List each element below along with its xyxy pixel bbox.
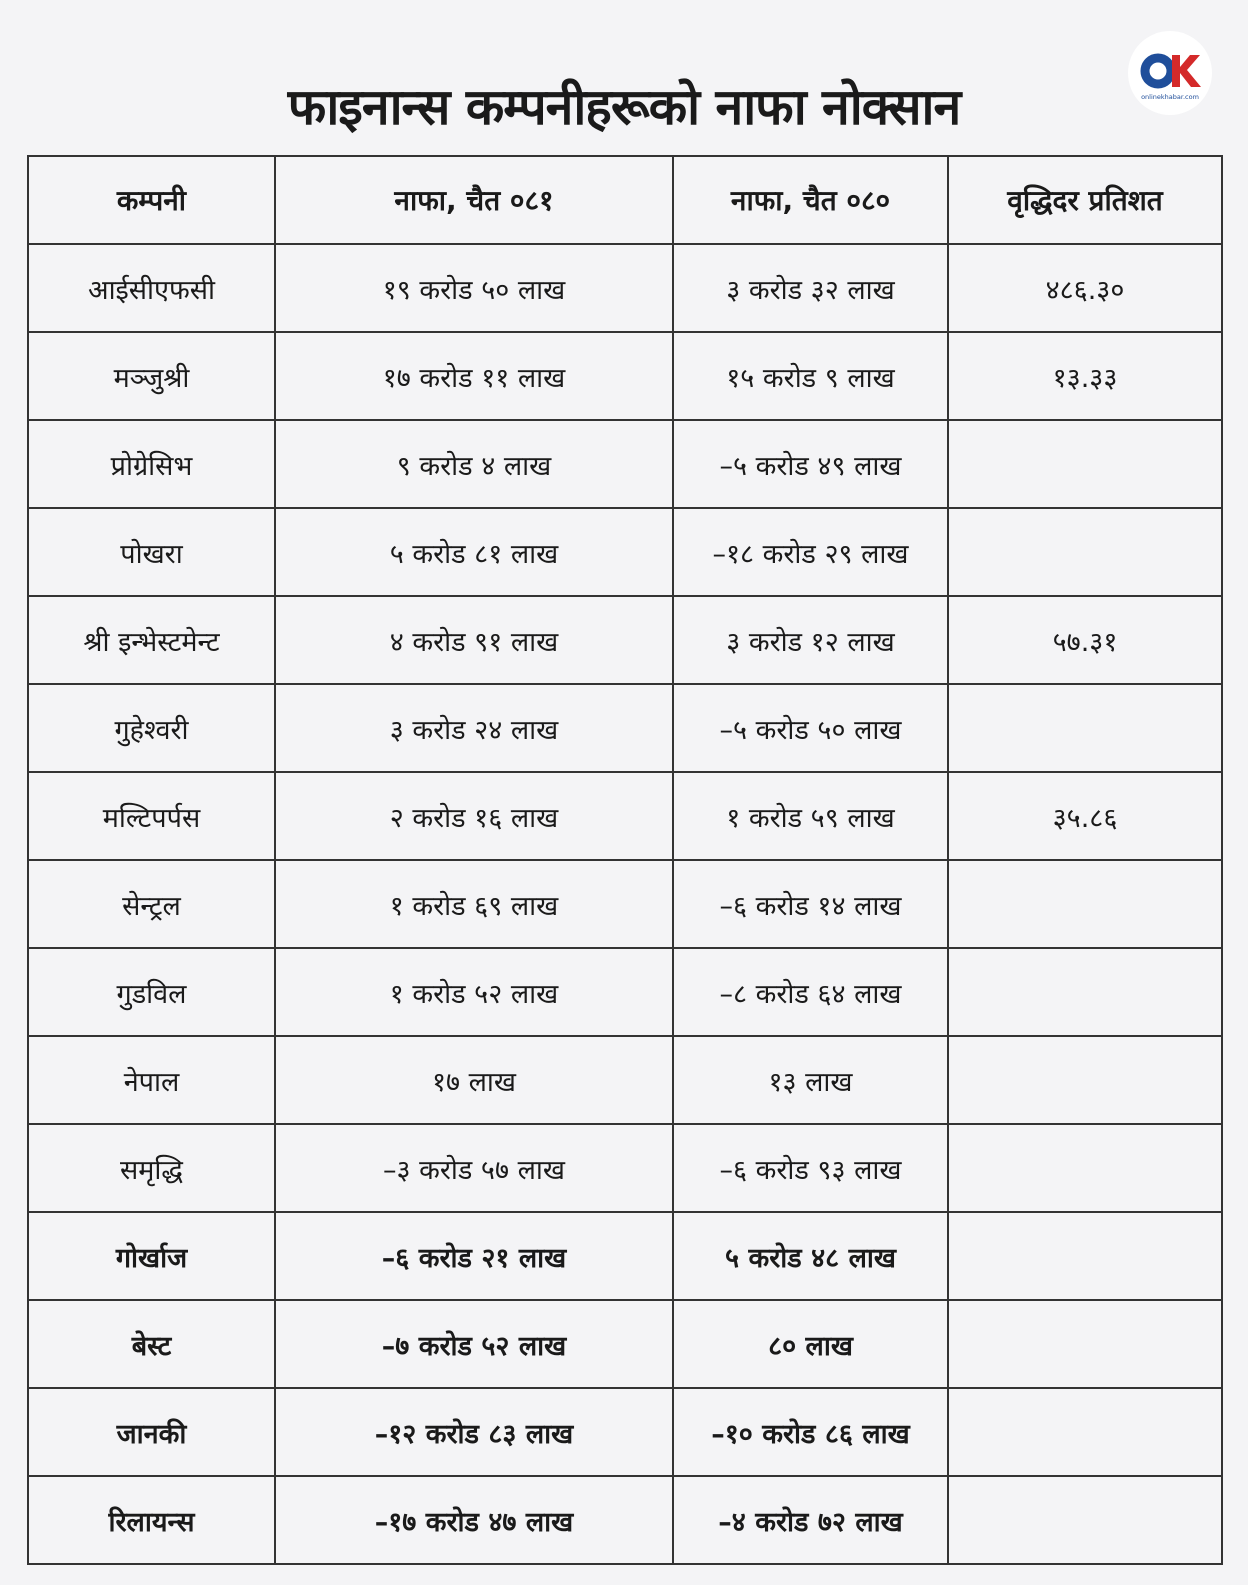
- finance-profit-table: [27, 155, 1223, 1565]
- profit-081-cell: –३ करोड ५७ लाख: [275, 1124, 673, 1212]
- header-growth: वृद्धिदर प्रतिशत: [948, 156, 1222, 244]
- profit-081-cell: ५ करोड ८१ लाख: [275, 508, 673, 596]
- table-row: [28, 948, 1222, 1036]
- header-profit-081: नाफा, चैत ०८१: [275, 156, 673, 244]
- table-row: [28, 684, 1222, 772]
- profit-080-cell: ५ करोड ४८ लाख: [673, 1212, 948, 1300]
- growth-cell: [948, 1388, 1222, 1476]
- profit-081-cell: १९ करोड ५० लाख: [275, 244, 673, 332]
- profit-081-cell: १ करोड ६९ लाख: [275, 860, 673, 948]
- growth-cell: [948, 420, 1222, 508]
- profit-080-cell: –६ करोड ९३ लाख: [673, 1124, 948, 1212]
- profit-080-cell: १५ करोड ९ लाख: [673, 332, 948, 420]
- table-row: [28, 596, 1222, 684]
- growth-cell: [948, 1036, 1222, 1124]
- profit-081-cell: ९ करोड ४ लाख: [275, 420, 673, 508]
- profit-081-cell: १७ लाख: [275, 1036, 673, 1124]
- profit-081-cell: –१२ करोड ८३ लाख: [275, 1388, 673, 1476]
- table-row: [28, 244, 1222, 332]
- table-row: [28, 772, 1222, 860]
- page-title: फाइनान्स कम्पनीहरूको नाफा नोक्सान: [287, 78, 961, 136]
- profit-080-cell: ८० लाख: [673, 1300, 948, 1388]
- company-cell: जानकी: [28, 1388, 275, 1476]
- company-cell: गुहेश्वरी: [28, 684, 275, 772]
- table-row: [28, 1476, 1222, 1564]
- profit-081-cell: –१७ करोड ४७ लाख: [275, 1476, 673, 1564]
- header-profit-080: नाफा, चैत ०८०: [673, 156, 948, 244]
- profit-080-cell: ३ करोड १२ लाख: [673, 596, 948, 684]
- company-cell: नेपाल: [28, 1036, 275, 1124]
- table-row: [28, 332, 1222, 420]
- company-cell: मल्टिपर्पस: [28, 772, 275, 860]
- company-cell: प्रोग्रेसिभ: [28, 420, 275, 508]
- company-cell: समृद्धि: [28, 1124, 275, 1212]
- growth-cell: ४८६.३०: [948, 244, 1222, 332]
- company-cell: रिलायन्स: [28, 1476, 275, 1564]
- onlinekhabar-logo-icon: [1128, 31, 1212, 115]
- growth-cell: [948, 684, 1222, 772]
- profit-080-cell: –५ करोड ५० लाख: [673, 684, 948, 772]
- profit-080-cell: –५ करोड ४९ लाख: [673, 420, 948, 508]
- company-cell: मञ्जुश्री: [28, 332, 275, 420]
- table-row: [28, 1036, 1222, 1124]
- table-row: [28, 1212, 1222, 1300]
- profit-081-cell: –७ करोड ५२ लाख: [275, 1300, 673, 1388]
- growth-cell: ३५.८६: [948, 772, 1222, 860]
- growth-cell: [948, 860, 1222, 948]
- profit-081-cell: ३ करोड २४ लाख: [275, 684, 673, 772]
- growth-cell: [948, 1124, 1222, 1212]
- growth-cell: ५७.३१: [948, 596, 1222, 684]
- table-row: [28, 1124, 1222, 1212]
- company-cell: गोर्खाज: [28, 1212, 275, 1300]
- growth-cell: [948, 1300, 1222, 1388]
- company-cell: बेस्ट: [28, 1300, 275, 1388]
- growth-cell: [948, 508, 1222, 596]
- profit-080-cell: –१८ करोड २९ लाख: [673, 508, 948, 596]
- profit-081-cell: ४ करोड ९१ लाख: [275, 596, 673, 684]
- table-row: [28, 1388, 1222, 1476]
- profit-081-cell: १७ करोड ११ लाख: [275, 332, 673, 420]
- profit-080-cell: १ करोड ५९ लाख: [673, 772, 948, 860]
- growth-cell: १३.३३: [948, 332, 1222, 420]
- profit-080-cell: –८ करोड ६४ लाख: [673, 948, 948, 1036]
- company-cell: सेन्ट्रल: [28, 860, 275, 948]
- profit-080-cell: ३ करोड ३२ लाख: [673, 244, 948, 332]
- company-cell: पोखरा: [28, 508, 275, 596]
- company-cell: श्री इन्भेस्टमेन्ट: [28, 596, 275, 684]
- growth-cell: [948, 1476, 1222, 1564]
- logo-text: onlinekhabar.com: [1141, 93, 1199, 101]
- table-row: [28, 860, 1222, 948]
- profit-080-cell: –४ करोड ७२ लाख: [673, 1476, 948, 1564]
- profit-080-cell: –६ करोड १४ लाख: [673, 860, 948, 948]
- table-row: [28, 420, 1222, 508]
- table-row: [28, 508, 1222, 596]
- company-cell: आईसीएफसी: [28, 244, 275, 332]
- profit-081-cell: १ करोड ५२ लाख: [275, 948, 673, 1036]
- company-cell: गुडविल: [28, 948, 275, 1036]
- growth-cell: [948, 1212, 1222, 1300]
- profit-081-cell: –६ करोड २१ लाख: [275, 1212, 673, 1300]
- profit-080-cell: १३ लाख: [673, 1036, 948, 1124]
- header-company: कम्पनी: [28, 156, 275, 244]
- table-row: [28, 1300, 1222, 1388]
- table-header-row: [28, 156, 1222, 244]
- profit-080-cell: –१० करोड ८६ लाख: [673, 1388, 948, 1476]
- profit-081-cell: २ करोड १६ लाख: [275, 772, 673, 860]
- growth-cell: [948, 948, 1222, 1036]
